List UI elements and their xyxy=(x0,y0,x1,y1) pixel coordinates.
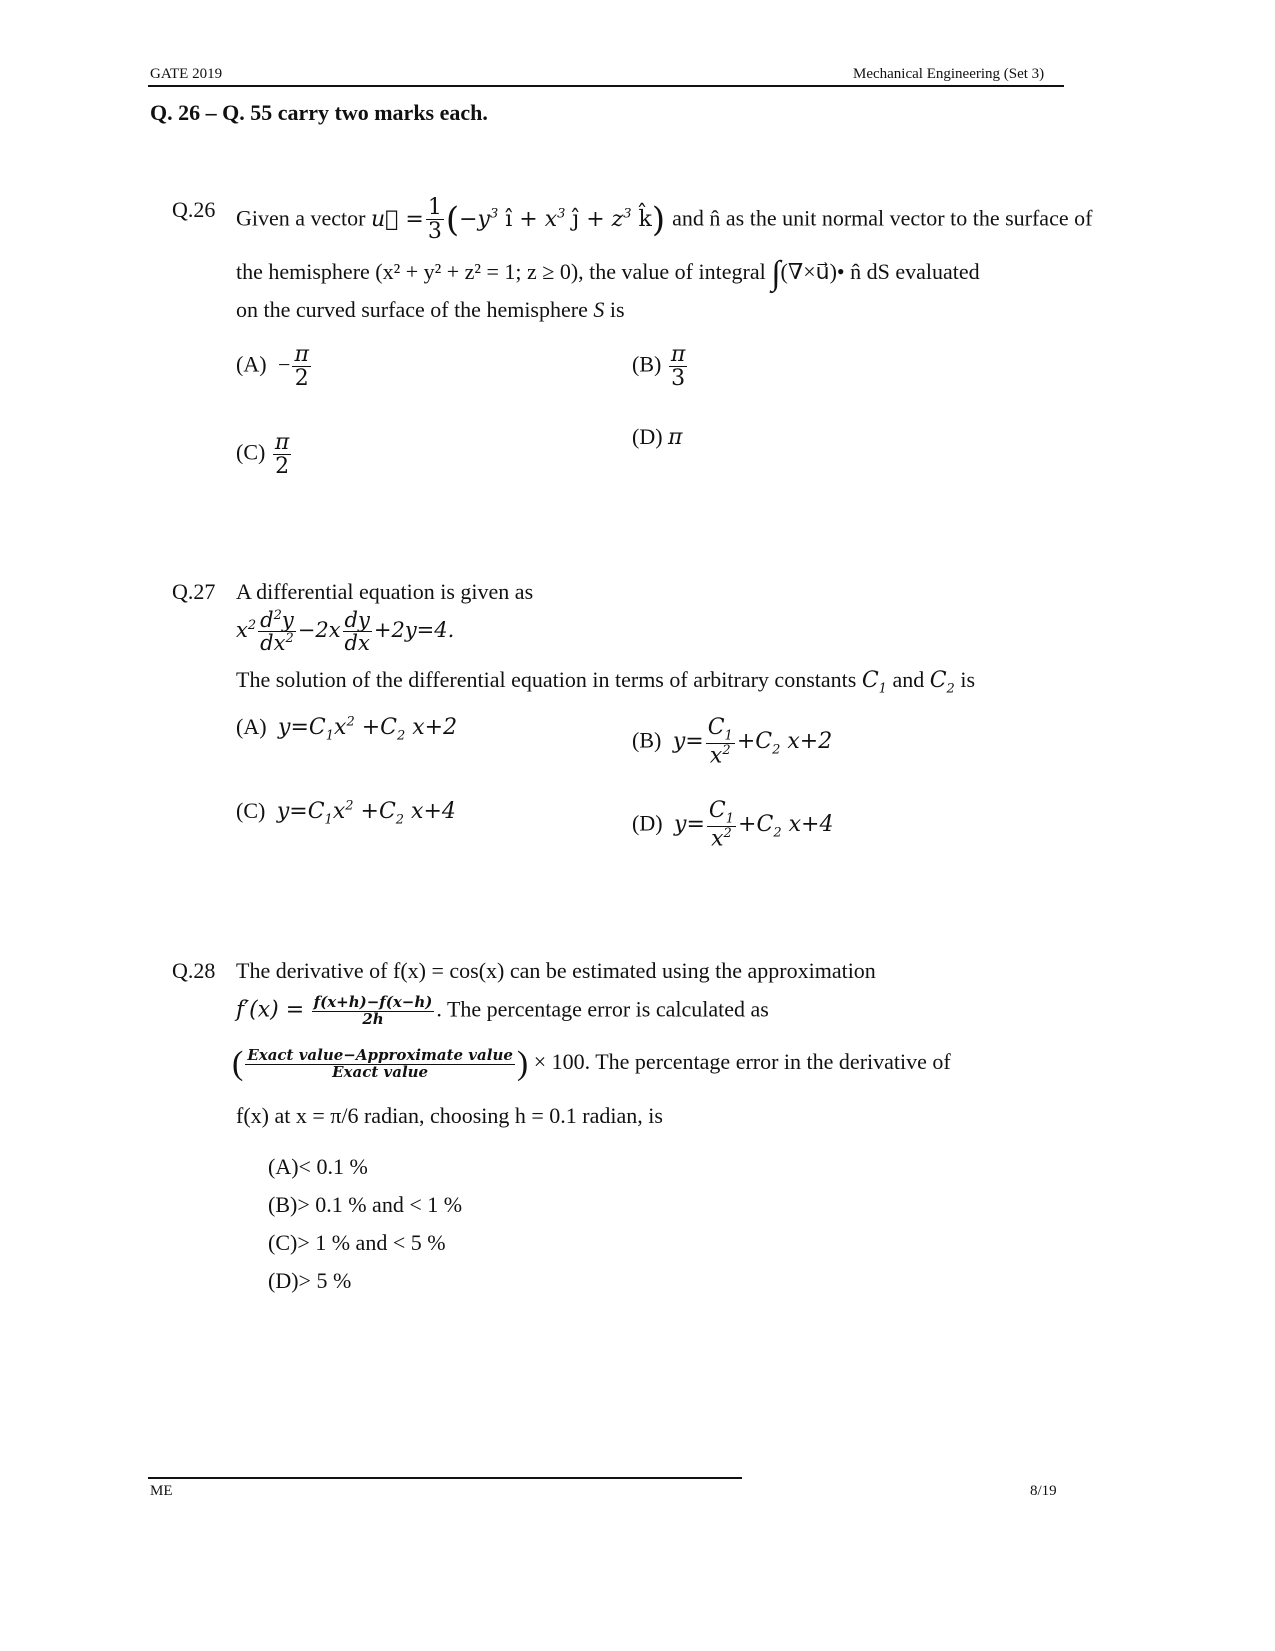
q28-option-d[interactable] xyxy=(268,1268,351,1294)
q27-text2: The solution of the differential equation in terms of arbitrary constants xyxy=(236,667,857,692)
q28-option-a[interactable] xyxy=(268,1154,368,1180)
option-label: (B) xyxy=(268,1192,298,1217)
q27-option-c[interactable]: (C) $y=C_1x^2 +C_2$ x+4 xyxy=(236,798,456,828)
q27-text2b: and xyxy=(892,667,925,692)
q27-equation: $x^2$ $\frac{d^2y}{dx^2}$ −2x $\frac{dy}{dx}$ +2y=4. xyxy=(236,608,455,656)
q26-option-b[interactable]: (B) $\frac{\pi}{3}$ xyxy=(632,342,686,392)
page-number: 8/19 xyxy=(1030,1483,1057,1499)
option-value: > 0.1 % and < 1 % xyxy=(297,1192,463,1217)
q28-line2: f′(x) = $\frac{f(x+h)-f(x-h)}{2h}$ . The percentage error is calculated as xyxy=(236,993,769,1028)
option-label: (D) xyxy=(268,1268,299,1293)
error-numerator: Exact value−Approximate value xyxy=(247,1045,513,1064)
q26-line3 xyxy=(236,296,625,325)
footer-left: ME xyxy=(150,1483,173,1499)
q28-text4: f(x) at x = π/6 radian, choosing h = 0.1 radian, is xyxy=(236,1103,663,1128)
approx-denominator: 2h xyxy=(362,1009,384,1028)
header-left: GATE 2019 xyxy=(150,66,223,82)
option-label: (A) xyxy=(236,714,267,739)
approx-numerator: f(x+h)−f(x−h) xyxy=(313,993,433,1011)
q26-text5b: S xyxy=(593,297,605,322)
error-denominator: Exact value xyxy=(332,1062,429,1081)
option-label: (C) xyxy=(236,798,266,823)
option-label: (A) xyxy=(268,1154,299,1179)
q26-text5: on the curved surface of the hemisphere xyxy=(236,297,588,322)
q26-option-c[interactable]: (C) $\frac{\pi}{2}$ xyxy=(236,430,290,480)
option-value: > 5 % xyxy=(298,1268,352,1293)
q28-text2: . The percentage error is calculated as xyxy=(436,996,769,1022)
q27-number: Q.27 xyxy=(172,579,216,604)
q26-vector-def: u⃗ = $\frac{1}{3}$ ($-y^3$ î + $x^3$ ĵ + $z^3$ k̂) xyxy=(371,195,666,245)
q26-line2 xyxy=(236,257,980,291)
option-label: (B) xyxy=(632,727,662,753)
footer-rule xyxy=(148,1477,742,1479)
q27-text1: A differential equation is given as xyxy=(236,579,534,604)
q27-text2c: is xyxy=(960,667,976,692)
q27-option-b[interactable]: (B) y= $\frac{C_1}{x^2}$ $+C_2$ x+2 xyxy=(632,715,833,769)
q26-number: Q.26 xyxy=(172,197,216,222)
q27-option-d[interactable]: (D) y= $\frac{C_1}{x^2}$ $+C_2$ x+4 xyxy=(632,798,834,852)
q27-line2: The solution of the differential equation in terms of arbitrary constants $C_1$ and $C_2$ is xyxy=(236,667,976,697)
q26-text3: the hemisphere (x² + y² + z² = 1; z ≥ 0), the value of integral xyxy=(236,259,766,285)
q27-option-a[interactable]: (A) $y=C_1x^2 +C_2$ x+2 xyxy=(236,714,458,744)
q26-text2: and n̂ as the unit normal vector to the surface of xyxy=(672,205,1093,231)
q28-text3: × 100. The percentage error in the derivative of xyxy=(533,1049,951,1075)
q28-line3: ( $\frac{\text{Exact value−Approximate value}}{\text{Exact value}}$ ) × 100. The percentage error in the derivative of xyxy=(232,1045,951,1082)
q28-text1: The derivative of f(x) = cos(x) can be estimated using the approximation xyxy=(236,958,876,983)
option-label: (B) xyxy=(632,351,662,377)
section-title: Q. 26 – Q. 55 carry two marks each. xyxy=(150,100,488,125)
option-label: (A) xyxy=(236,351,267,377)
q28-number: Q.28 xyxy=(172,958,216,983)
option-label: (D) xyxy=(632,810,663,836)
option-label: (C) xyxy=(236,439,266,465)
q26-option-d[interactable]: (D) π xyxy=(632,424,683,450)
q26-text1: Given a vector xyxy=(236,205,366,231)
option-value: > 1 % and < 5 % xyxy=(297,1230,446,1255)
q26-option-a[interactable]: (A) − $\frac{\pi}{2}$ xyxy=(236,342,309,392)
q28-option-b[interactable] xyxy=(268,1192,462,1218)
q26-text5c: is xyxy=(609,297,625,322)
q26-text4: (∇×u⃗)• n̂ dS evaluated xyxy=(780,259,980,285)
integral-sign: ∫ xyxy=(771,255,781,292)
q26-line1 xyxy=(236,196,1092,243)
header-rule xyxy=(148,85,1064,87)
option-label: (D) xyxy=(632,424,663,449)
q28-option-c[interactable] xyxy=(268,1230,446,1256)
option-value: < 0.1 % xyxy=(298,1154,368,1179)
option-label: (C) xyxy=(268,1230,298,1255)
header-right: Mechanical Engineering (Set 3) xyxy=(853,66,1045,82)
